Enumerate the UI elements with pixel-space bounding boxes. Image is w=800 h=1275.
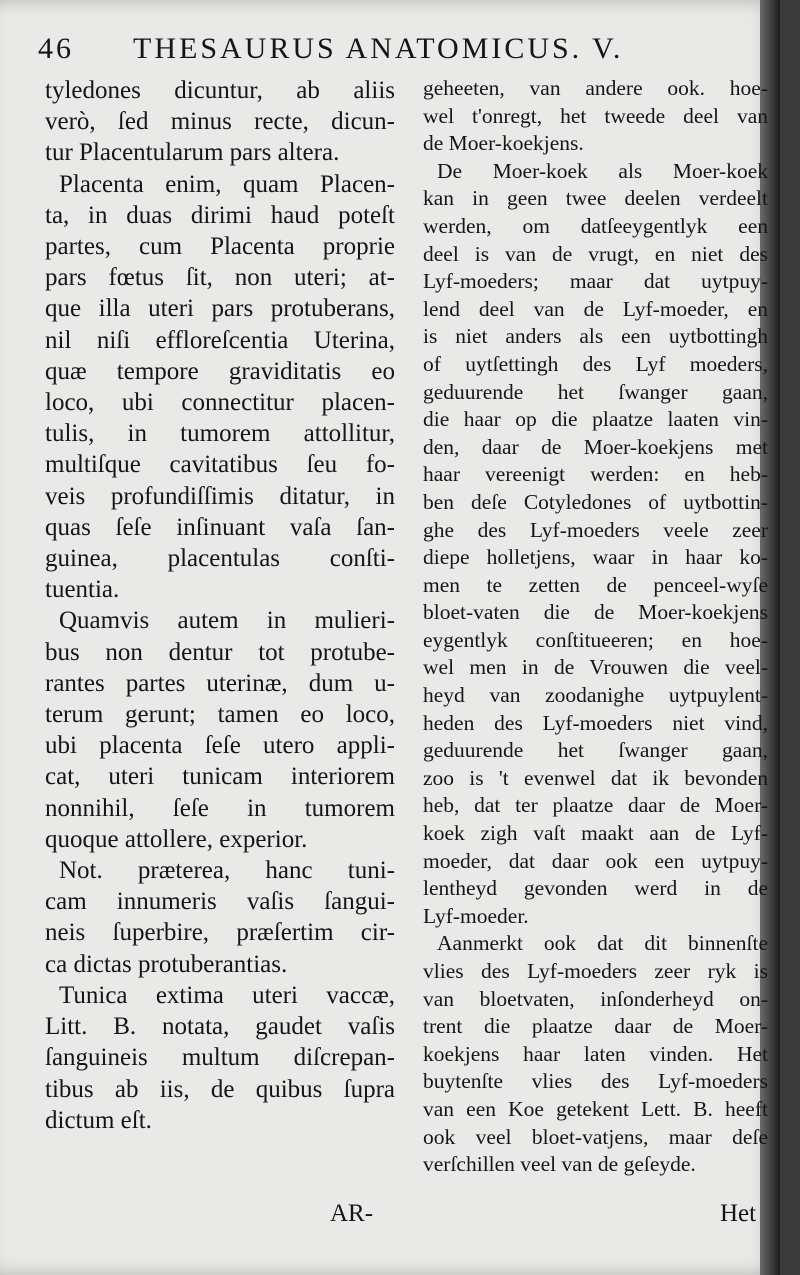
text-line: quas ſeſe inſinuant vaſa ſan-	[45, 513, 395, 541]
text-line: haar vereenigt werden: en heb-	[423, 462, 768, 487]
text-line: dictum eſt.	[45, 1106, 152, 1134]
text-line: verò, ſed minus recte, dicun-	[45, 108, 395, 136]
text-line: die haar op die plaatze laaten vin-	[423, 407, 768, 432]
catchword-left: AR-	[330, 1200, 374, 1227]
text-line: quæ tempore graviditatis eo	[45, 357, 395, 385]
text-line: que illa uteri pars protuberans,	[45, 295, 395, 323]
paragraph	[45, 75, 395, 169]
text-line: van een Koe getekent Lett. B. heeft	[423, 1096, 768, 1121]
text-line: tulis, in tumorem attollitur,	[45, 420, 395, 448]
text-line: geheeten, van andere ook. hoe-	[423, 76, 768, 100]
text-line: veis profundiſſimis ditatur, in	[45, 482, 395, 510]
text-line: trent die plaatze daar de Moer-	[423, 1014, 768, 1039]
text-line: zoo is 't evenwel dat ik bevonden	[423, 765, 768, 790]
text-line: heyd van zoodanighe uytpuylent-	[423, 683, 768, 708]
text-line: guinea, placentulas conſti-	[45, 545, 395, 573]
text-line: Lyf-moeder.	[423, 903, 529, 928]
text-line: wel men in de Vrouwen die veel-	[423, 655, 768, 680]
latin-column	[45, 75, 395, 1136]
paragraph	[45, 605, 395, 855]
text-line: ben deſe Cotyledones of uytbottin-	[423, 489, 768, 514]
text-line: Quamvis autem in mulieri-	[59, 607, 395, 635]
text-line: Tunica extima uteri vaccæ,	[59, 981, 395, 1009]
text-line: Aanmerkt ook dat dit binnenſte	[437, 931, 768, 956]
text-line: partes, cum Placenta proprie	[45, 233, 395, 261]
text-line: lend deel van de Lyf-moeder, en	[423, 296, 768, 321]
text-line: wel t'onregt, het tweede deel van	[423, 103, 768, 128]
text-line: moeder, dat daar ook een uytpuy-	[423, 848, 768, 873]
text-line: is niet anders als een uytbottingh	[423, 324, 768, 349]
text-line: rantes partes uterinæ, dum u-	[45, 669, 395, 697]
text-line: van bloetvaten, inſonderheyd on-	[423, 986, 768, 1011]
text-line: Litt. B. notata, gaudet vaſis	[45, 1013, 395, 1041]
text-line: lentheyd gevonden werd in de	[423, 876, 768, 901]
text-line: loco, ubi connectitur placen-	[45, 389, 395, 417]
text-line: cam innumeris vaſis ſangui-	[45, 888, 395, 916]
text-line: bloet-vaten die de Moer-koekjens	[423, 600, 768, 625]
text-line: cat, uteri tunicam interiorem	[45, 763, 395, 791]
text-line: tibus ab iis, de quibus ſupra	[45, 1075, 395, 1103]
text-line: tuentia.	[45, 576, 120, 604]
text-line: heden des Lyf-moeders niet vind,	[423, 710, 768, 735]
text-line: tur Placentularum pars altera.	[45, 139, 340, 167]
text-line: quoque attollere, experior.	[45, 825, 308, 853]
text-line: heb, dat ter plaatze daar de Moer-	[423, 793, 768, 818]
text-line: diepe holletjens, waar in haar ko-	[423, 545, 768, 570]
text-line: of uytſettingh des Lyf moeders,	[423, 351, 768, 376]
text-line: kan in geen twee deelen verdeelt	[423, 186, 768, 211]
text-line: verſchillen veel van de geſeyde.	[423, 1152, 696, 1177]
text-line: koekjens haar laten vinden. Het	[423, 1041, 768, 1066]
text-line: vlies des Lyf-moeders zeer ryk is	[423, 959, 768, 983]
text-line: multiſque cavitatibus ſeu fo-	[45, 451, 395, 479]
text-line: tyledones dicuntur, ab aliis	[45, 77, 395, 104]
paragraph	[45, 855, 395, 980]
text-line: den, daar de Moer-koekjens met	[423, 434, 768, 459]
text-line: pars fœtus ſit, non uteri; at-	[45, 264, 395, 292]
text-line: deel is van de vrugt, en niet des	[423, 241, 768, 266]
text-line: de Moer-koekjens.	[423, 131, 584, 156]
text-line: nil niſi effloreſcentia Uterina,	[45, 326, 395, 354]
text-line: werden, om datſeeygentlyk een	[423, 213, 768, 238]
text-line: nonnihil, ſeſe in tumorem	[45, 794, 395, 822]
catchword-right: Het	[720, 1200, 757, 1227]
text-line: koek zigh vaſt maakt aan de Lyf-	[423, 821, 768, 846]
text-line: eygentlyk conſtitueeren; en hoe-	[423, 627, 768, 652]
text-line: ook veel bloet-vatjens, maar deſe	[423, 1124, 768, 1149]
text-line: neis ſuperbire, præſertim cir-	[45, 919, 395, 947]
text-line: ta, in duas dirimi haud poteſt	[45, 201, 395, 229]
paragraph	[45, 169, 395, 606]
text-line: geduurende het ſwanger gaan,	[423, 379, 768, 404]
text-line: De Moer-koek als Moer-koek	[437, 158, 768, 183]
paragraph	[423, 158, 768, 931]
paragraph	[45, 980, 395, 1136]
running-title: THESAURUS ANATOMICUS. V.	[133, 32, 624, 65]
text-line: terum gerunt; tamen eo loco,	[45, 701, 395, 729]
dutch-column	[423, 75, 768, 1179]
paragraph	[423, 75, 768, 158]
text-line: Placenta enim, quam Placen-	[59, 170, 395, 198]
text-line: ca dictas protuberantias.	[45, 950, 288, 978]
text-line: ſanguineis multum diſcrepan-	[45, 1044, 395, 1072]
text-line: geduurende het ſwanger gaan,	[423, 738, 768, 763]
page-number: 46	[38, 32, 74, 65]
text-line: men te zetten de penceel-wyſe	[423, 572, 768, 597]
text-line: bus non dentur tot protube-	[45, 638, 395, 666]
text-line: ubi placenta ſeſe utero appli-	[45, 732, 395, 760]
text-line: Not. præterea, hanc tuni-	[59, 857, 395, 885]
text-line: Lyf-moeders; maar dat uytpuy-	[423, 269, 768, 294]
text-line: buytenſte vlies des Lyf-moeders	[423, 1069, 768, 1094]
paragraph	[423, 930, 768, 1178]
text-line: ghe des Lyf-moeders veele zeer	[423, 517, 768, 542]
